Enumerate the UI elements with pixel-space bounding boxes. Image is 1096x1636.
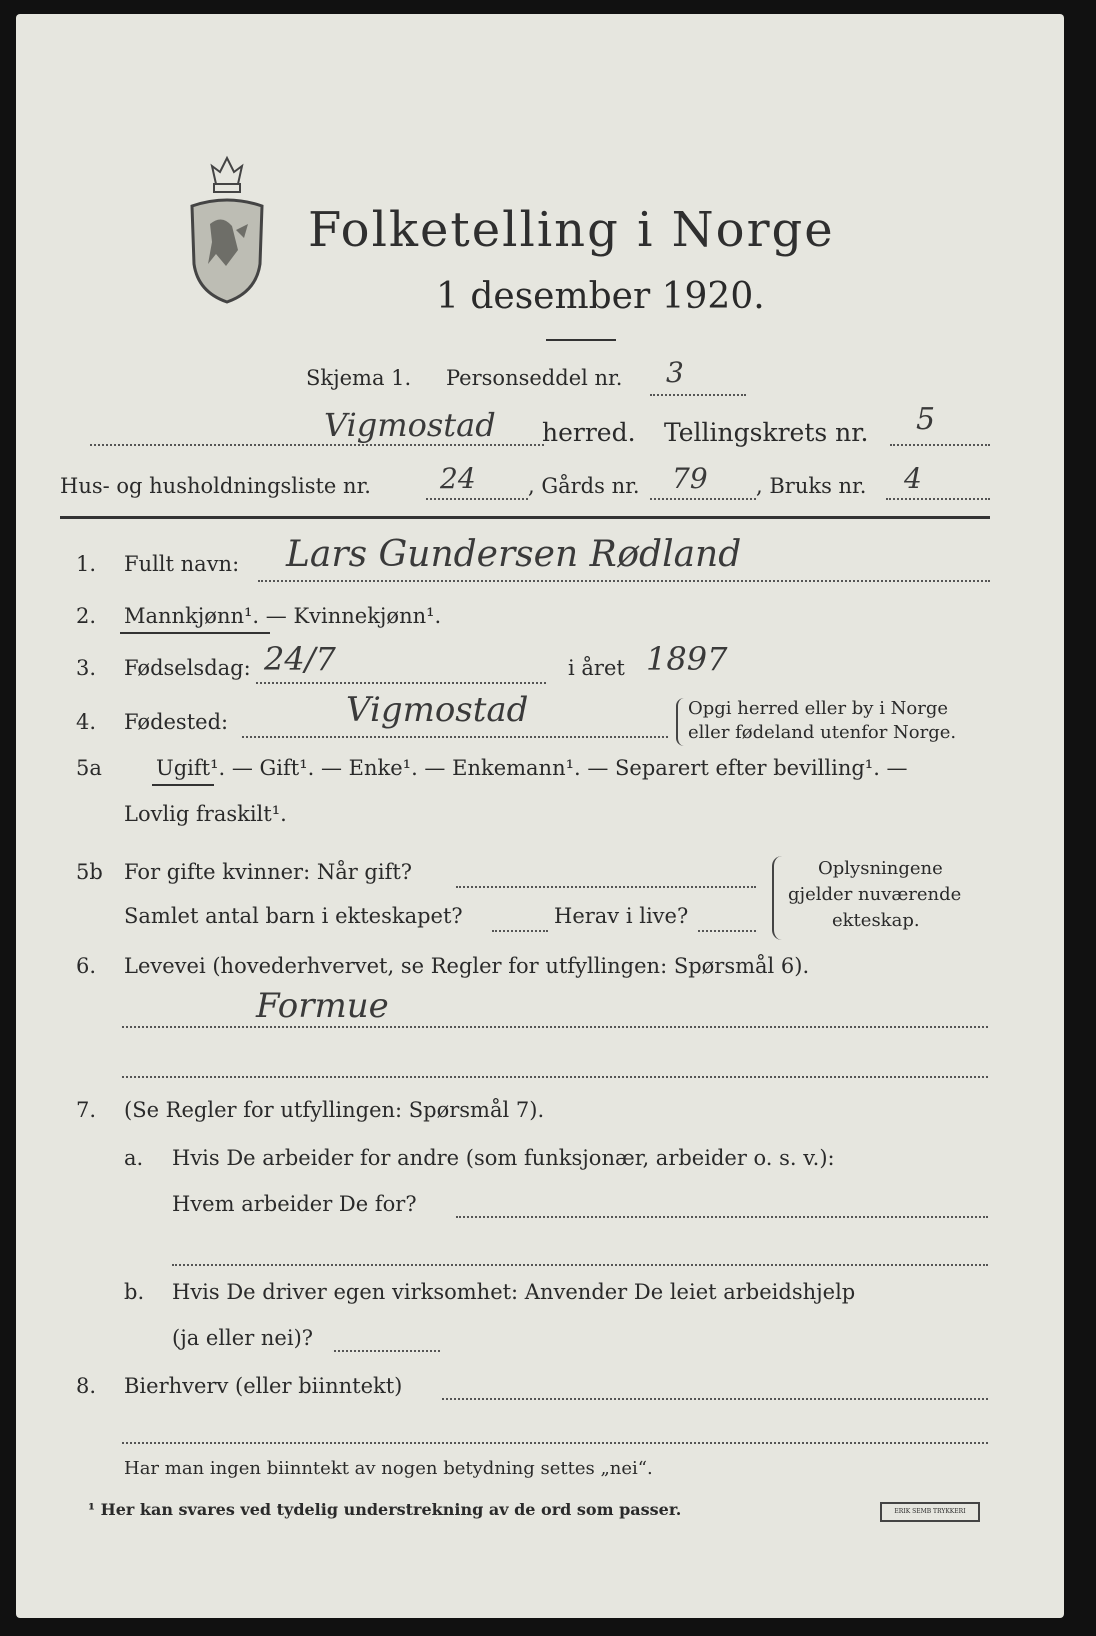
tellingskrets-value[interactable]: 5: [916, 402, 936, 437]
bruks-value[interactable]: 4: [904, 462, 922, 495]
q5b-number: 5b: [76, 860, 103, 884]
q3-number: 3.: [76, 656, 97, 680]
marital-status-options-line2[interactable]: Lovlig fraskilt¹.: [124, 802, 287, 826]
schema-label: Skjema 1.: [306, 366, 412, 390]
employer-line-1[interactable]: [456, 1216, 988, 1218]
secondary-income-label: Bierhverv (eller biinntekt): [124, 1374, 403, 1398]
herred-label: herred.: [542, 418, 636, 447]
herred-line: [90, 444, 544, 446]
birthday-line: [256, 682, 546, 684]
norway-coat-of-arms-icon: [186, 154, 268, 304]
birth-year-label: i året: [568, 656, 625, 680]
marital-status-options[interactable]: Ugift¹. — Gift¹. — Enke¹. — Enkemann¹. — Separert efter bevilling¹. —: [156, 756, 908, 780]
q7-number: 7.: [76, 1098, 97, 1122]
birthplace-value[interactable]: Vigmostad: [346, 690, 529, 730]
hired-help-line[interactable]: [334, 1350, 440, 1352]
occupation-label: Levevei (hovederhvervet, se Regler for utfyllingen: Spørsmål 6).: [124, 954, 810, 978]
married-when-line[interactable]: [456, 886, 756, 888]
q7a-letter: a.: [124, 1146, 144, 1170]
page-title: Folketelling i Norge: [308, 202, 835, 258]
secondary-income-note: Har man ingen biinntekt av nogen betydning settes „nei“.: [124, 1458, 653, 1479]
occupation-line-1: [122, 1026, 988, 1028]
q6-number: 6.: [76, 954, 97, 978]
birthday-value[interactable]: 24/7: [264, 640, 336, 678]
q7b-letter: b.: [124, 1280, 145, 1304]
occupation-value[interactable]: Formue: [256, 986, 389, 1026]
secondary-income-line-2[interactable]: [122, 1442, 988, 1444]
printer-stamp: ERIK SEMB TRYKKERI: [880, 1502, 980, 1522]
q5a-number: 5a: [76, 756, 102, 780]
q7-label: (Se Regler for utfyllingen: Spørsmål 7).: [124, 1098, 545, 1122]
marriage-note-line2: gjelder nuværende: [788, 884, 962, 905]
children-alive-line[interactable]: [698, 930, 756, 932]
employer-line-2[interactable]: [172, 1264, 988, 1266]
husliste-line: [426, 498, 528, 500]
q1-label: Fullt navn:: [124, 552, 240, 576]
q7b-line2: (ja eller nei)?: [172, 1326, 314, 1350]
bruks-label: , Bruks nr.: [756, 474, 867, 498]
birthplace-line: [242, 736, 668, 738]
occupation-line-2: [122, 1076, 988, 1078]
q3-label: Fødselsdag:: [124, 656, 251, 680]
census-date: 1 desember 1920.: [436, 276, 765, 317]
birthplace-note-line2: eller fødeland utenfor Norge.: [688, 722, 957, 743]
herred-value[interactable]: Vigmostad: [324, 406, 496, 444]
q7a-line1: Hvis De arbeider for andre (som funksjonær, arbeider o. s. v.):: [172, 1146, 835, 1170]
husliste-label: Hus- og husholdningsliste nr.: [60, 474, 371, 498]
title-divider: [546, 339, 616, 341]
marriage-note-line1: Oplysningene: [818, 858, 943, 879]
bruks-line: [886, 498, 990, 500]
personseddel-line: [650, 394, 746, 396]
full-name-value[interactable]: Lars Gundersen Rødland: [286, 534, 742, 575]
q2-number: 2.: [76, 604, 97, 628]
tellingskrets-label: Tellingskrets nr.: [664, 418, 869, 447]
husliste-value[interactable]: 24: [440, 462, 476, 495]
personseddel-label: Personseddel nr.: [446, 366, 623, 390]
gards-line: [650, 498, 756, 500]
header-divider: [60, 516, 990, 519]
tellingskrets-line: [890, 444, 990, 446]
secondary-income-line-1[interactable]: [442, 1398, 988, 1400]
personseddel-value[interactable]: 3: [666, 356, 684, 389]
q4-number: 4.: [76, 710, 97, 734]
gards-value[interactable]: 79: [672, 462, 708, 495]
gender-options[interactable]: Mannkjønn¹. — Kvinnekjønn¹.: [124, 604, 442, 628]
q4-label: Fødested:: [124, 710, 229, 734]
mannkjonn-underline: [120, 632, 270, 634]
gards-label: , Gårds nr.: [528, 474, 640, 498]
q7a-line2: Hvem arbeider De for?: [172, 1192, 417, 1216]
birthplace-note-line1: Opgi herred eller by i Norge: [688, 698, 949, 719]
birth-year-value[interactable]: 1897: [646, 640, 728, 678]
ugift-underline: [152, 784, 214, 786]
marriage-note-brace: [772, 856, 782, 940]
q1-line: [258, 580, 990, 582]
census-form: [16, 14, 1064, 1618]
birthplace-note-brace: [676, 698, 684, 746]
children-total-line[interactable]: [492, 930, 548, 932]
q7b-line1: Hvis De driver egen virksomhet: Anvender De leiet arbeidshjelp: [172, 1280, 856, 1304]
married-when-label: For gifte kvinner: Når gift?: [124, 860, 413, 884]
q8-number: 8.: [76, 1374, 97, 1398]
marriage-note-line3: ekteskap.: [832, 910, 920, 931]
footnote: ¹ Her kan svares ved tydelig understrekning av de ord som passer.: [88, 1500, 682, 1519]
children-alive-label: Herav i live?: [554, 904, 689, 928]
children-total-label: Samlet antal barn i ekteskapet?: [124, 904, 463, 928]
q1-number: 1.: [76, 552, 97, 576]
